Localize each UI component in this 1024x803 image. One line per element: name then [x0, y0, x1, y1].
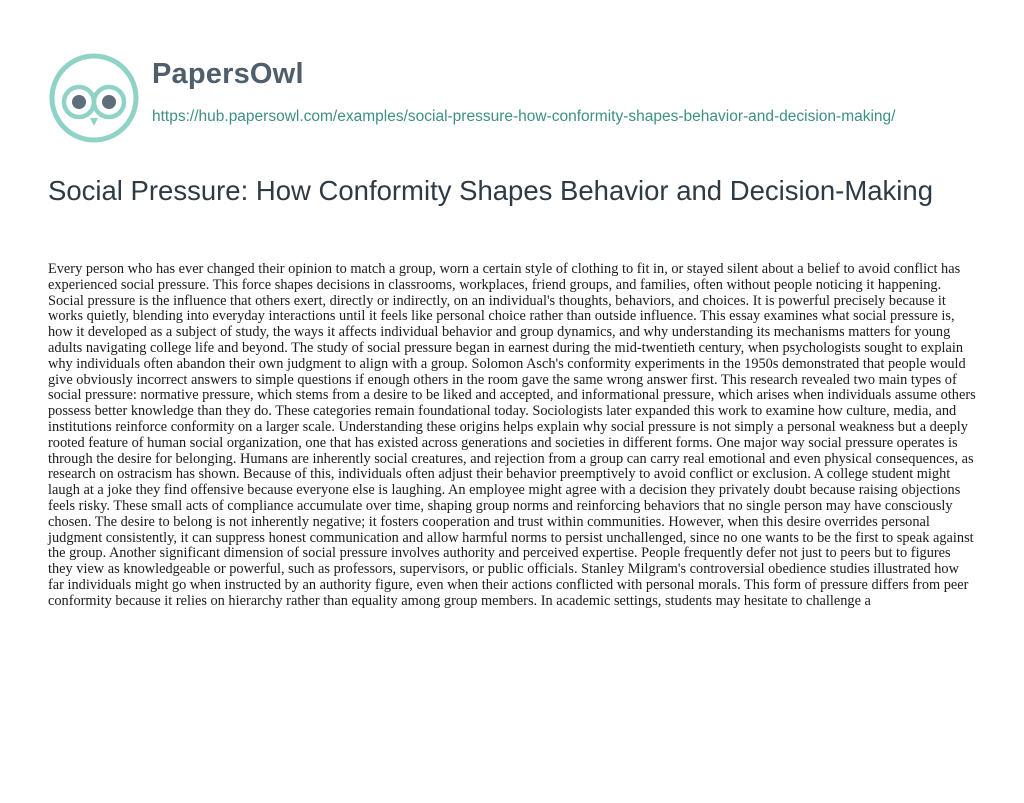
- owl-logo-icon: [48, 52, 140, 144]
- essay-body: Every person who has ever changed their opinion to match a group, worn a certain style of clothing to fit in, or stayed silent about a belief to avoid conflict has experienced social pressure. This force shapes decisions in classrooms, workplaces, friend groups, and families, often without people noticing it happening. Social pressure is the influence that others exert, directly or indirectly, on an individual's thoughts, behaviors, and choices. It is powerful precisely because it works quietly, blending into everyday interactions until it feels like personal choice rather than outside influence. This essay examines what social pressure is, how it developed as a subject of study, the ways it affects individual behavior and group dynamics, and why understanding its mechanisms matters for young adults navigating college life and beyond. The study of social pressure began in earnest during the mid-twentieth century, when psychologists sought to explain why individuals often abandon their own judgment to align with a group. Solomon Asch's conformity experiments in the 1950s demonstrated that people would give obviously incorrect answers to simple questions if enough others in the room gave the same wrong answer first. This research revealed two main types of social pressure: normative pressure, which stems from a desire to be liked and accepted, and informational pressure, which arises when individuals assume others possess better knowledge than they do. These categories remain foundational today. Sociologists later expanded this work to examine how culture, media, and institutions reinforce conformity on a larger scale. Understanding these origins helps explain why social pressure is not simply a personal weakness but a deeply rooted feature of human social organization, one that has existed across generations and societies in different forms. One major way social pressure operates is through the desire for belonging. Humans are inherently social creatures, and rejection from a group can carry real emotional and even physical consequences, as research on ostracism has shown. Because of this, individuals often adjust their behavior preemptively to avoid conflict or exclusion. A college student might laugh at a joke they find offensive because everyone else is laughing. An employee might agree with a decision they privately doubt because raising objections feels risky. These small acts of compliance accumulate over time, shaping group norms and reinforcing behaviors that no single person may have consciously chosen. The desire to belong is not inherently negative; it fosters cooperation and trust within communities. However, when this desire overrides personal judgment consistently, it can suppress honest communication and allow harmful norms to persist unchallenged, since no one wants to be the first to speak against the group. Another significant dimension of social pressure involves authority and perceived expertise. People frequently defer not just to peers but to figures they view as knowledgeable or powerful, such as professors, supervisors, or public officials. Stanley Milgram's controversial obedience studies illustrated how far individuals might go when instructed by an authority figure, even when their actions conflicted with personal morals. This form of pressure differs from peer conformity because it relies on hierarchy rather than equality among group members. In academic settings, students may hesitate to challenge a: [48, 261, 976, 609]
- site-header: [48, 42, 988, 162]
- essay-title: Social Pressure: How Conformity Shapes Behavior and Decision-Making: [48, 175, 933, 206]
- brand-name[interactable]: PapersOwl: [152, 58, 304, 90]
- source-url-link[interactable]: https://hub.papersowl.com/examples/social-pressure-how-conformity-shapes-behavior-and-decision-making/: [152, 108, 896, 125]
